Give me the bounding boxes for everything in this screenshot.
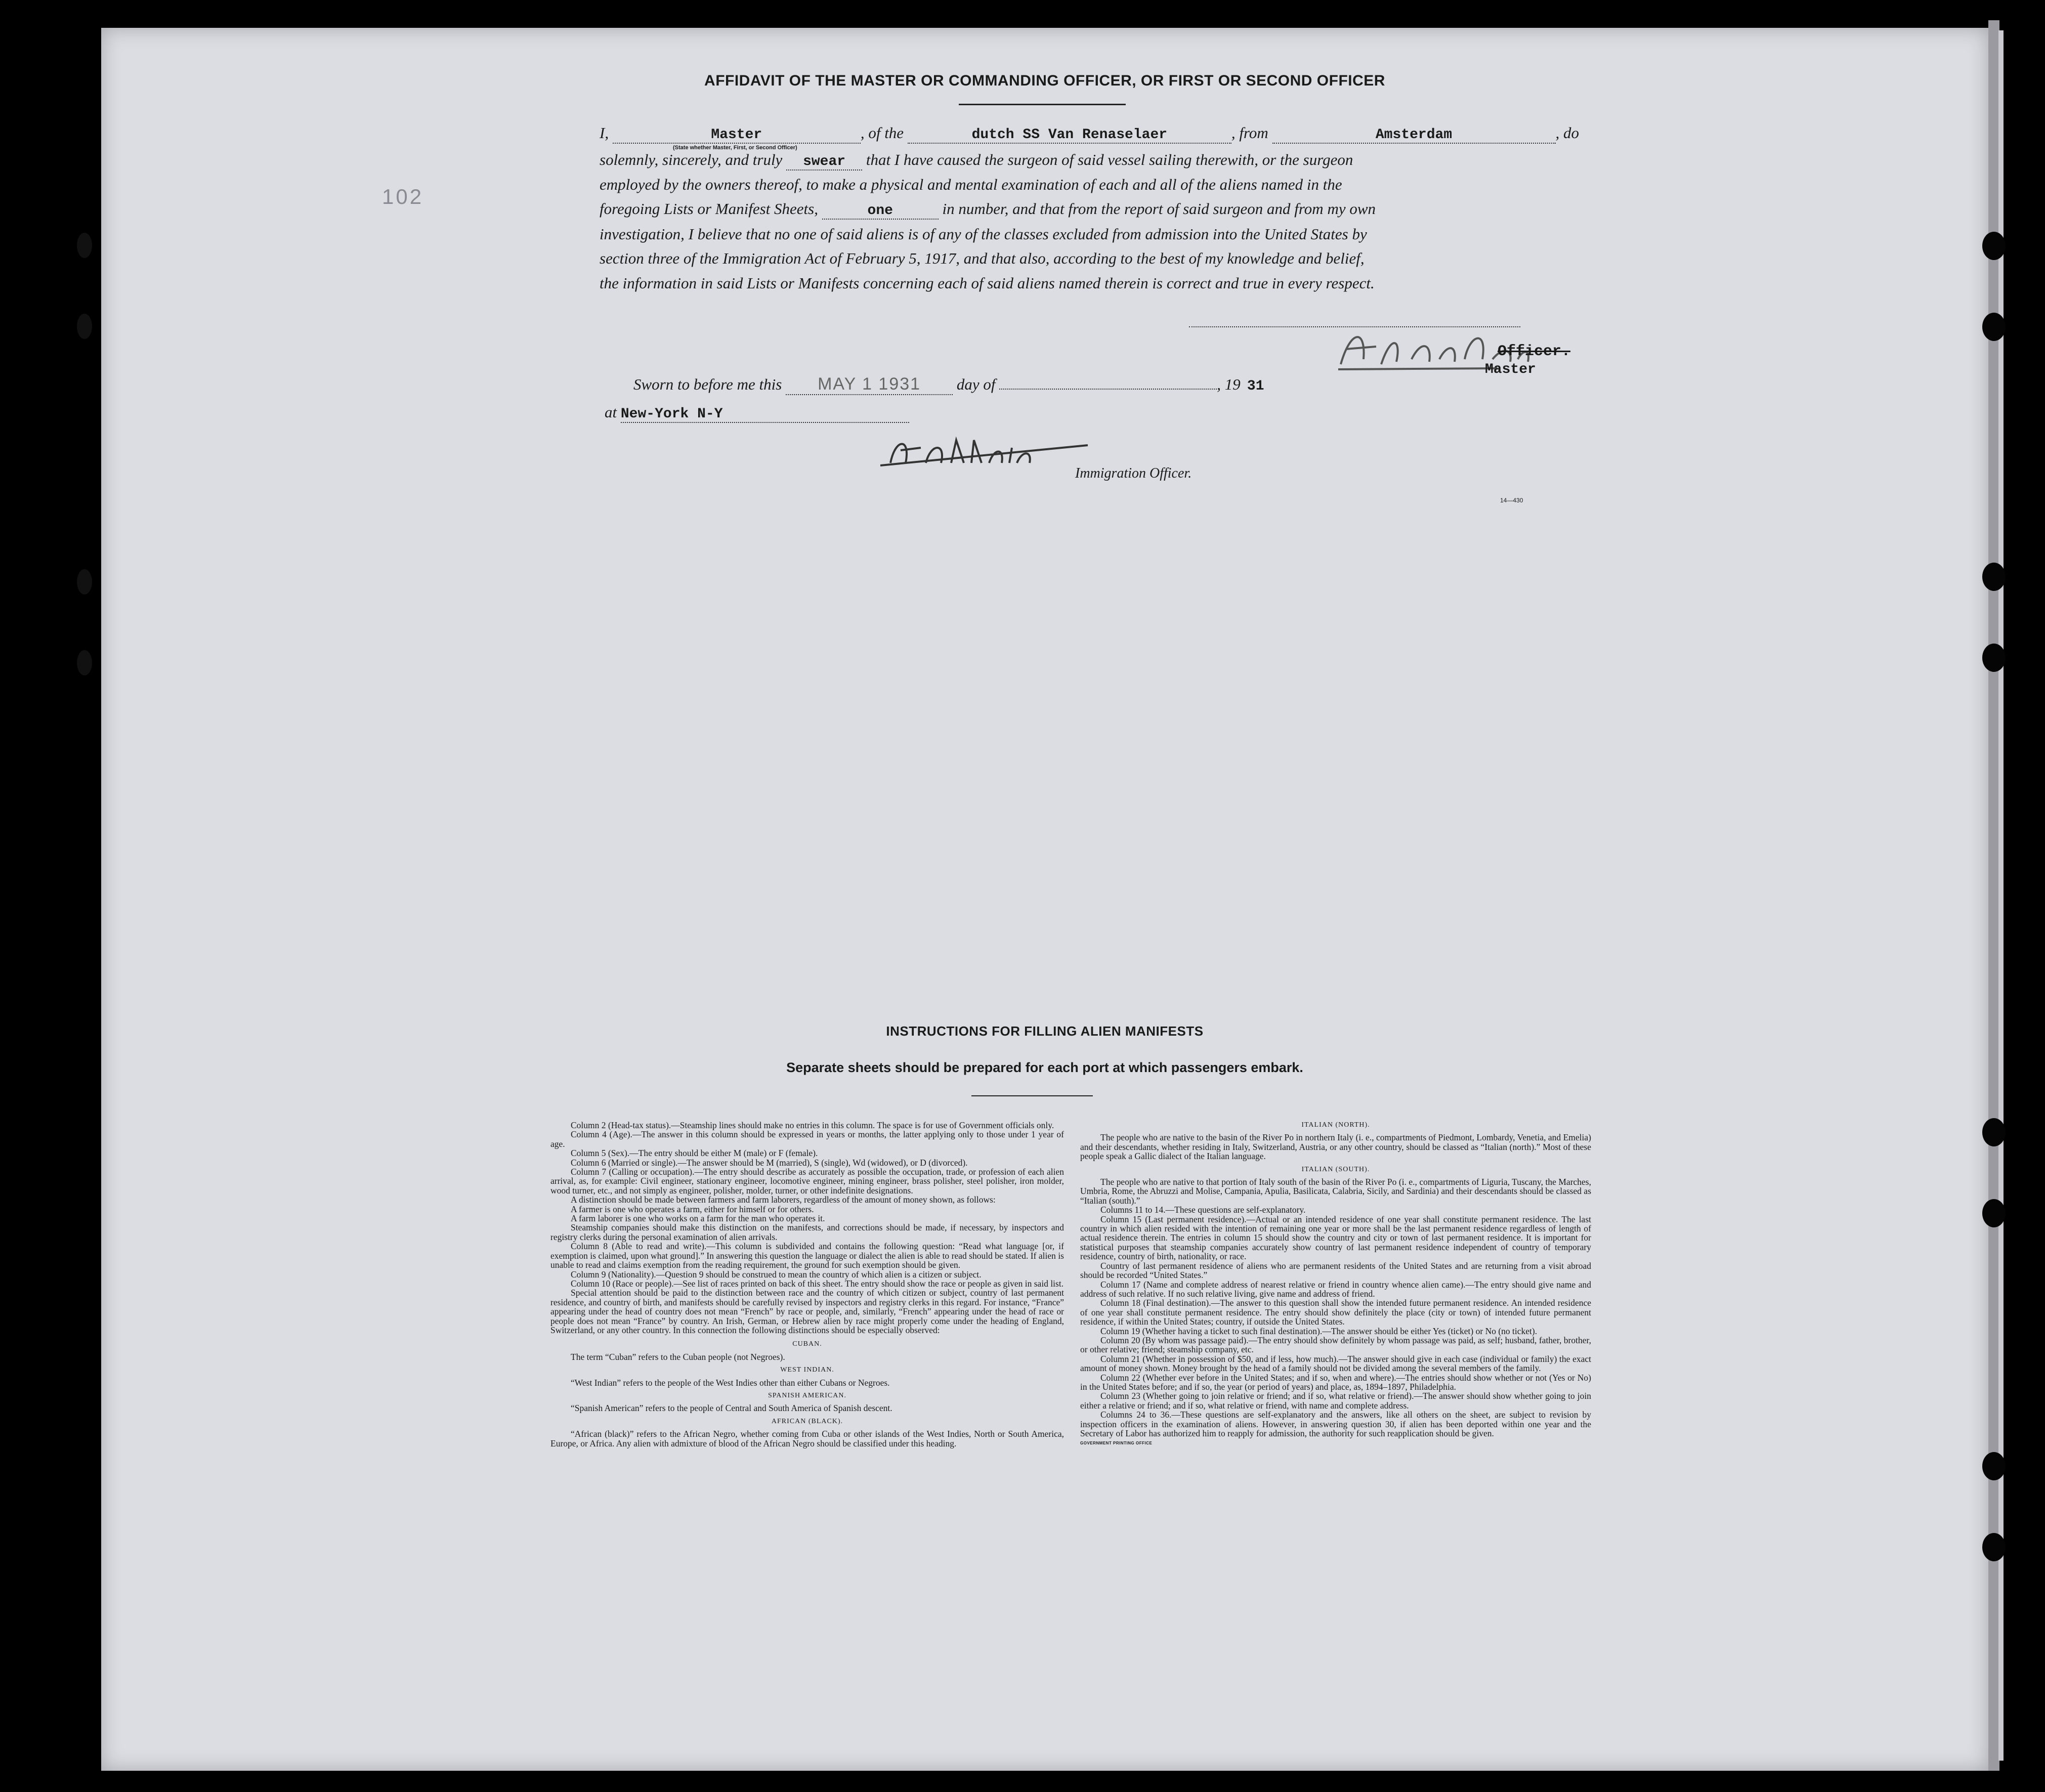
west-indian-heading: WEST INDIAN. [780,1366,834,1374]
instruction-paragraph: A farm laborer is one who works on a farm for the man who operates it. [571,1213,825,1224]
form-code: 14—430 [1500,497,1523,504]
african-text: “African (black)” refers to the African Negro, whether coming from Cuba or other islands of the West Indies, North or South America, Europe, or Africa. Any alien with admixture of blood of the African Negro should be classified under this heading. [550,1429,1064,1448]
struck-officer-word: Officer. [1498,343,1571,360]
affidavit-line-6: section three of the Immigration Act of February 5, 1917, and that also, according to the best of my knowledge and belief, [600,249,1365,267]
instruction-paragraph: Country of last permanent residence of aliens who are permanent residents of the United States and are returning from a visit abroad should be recorded “United States.” [1080,1260,1591,1281]
text-at: at [605,403,617,421]
binder-hole-left [77,569,92,594]
instruction-paragraph: Column 6 (Married or single).—The answer should be M (married), S (single), Wd (widowed), or D (divorced). [571,1157,968,1168]
text-solemnly: solemnly, sincerely, and truly [600,151,783,168]
manifest-page [101,28,1988,1771]
binder-hole-left [77,314,92,339]
binder-hole-left [77,233,92,258]
spanish-american-heading: SPANISH AMERICAN. [768,1391,846,1399]
instruction-paragraph: Column 23 (Whether going to join relative or friend; and if so, what relative or friend).—The answer should show whether going to join either a relative or friend; and if so, what relative or friend, with name and complete address. [1080,1391,1591,1411]
affidavit-line-4 [600,200,1376,220]
affidavit-line-5: investigation, I believe that no one of said aliens is of any of the classes excluded from admission into the United States by [600,225,1367,243]
text-i: I, [600,124,609,142]
affidavit-line-7: the information in said Lists or Manifests concerning each of said aliens named therein is correct and true in every respect. [600,274,1375,292]
instruction-paragraph: Column 18 (Final destination).—The answer to this question shall show the intended future permanent residence. An intended residence of one year shall constitute permanent residence. The entry should show definitely the place (city or town) of intended future permanent residence, if within the United States; country, if outside the United States. [1080,1298,1591,1327]
officer-rank-field: Master [613,127,861,144]
oath-verb-field: swear [786,154,862,170]
instructions-right-column [1080,1121,1591,1448]
affidavit-line-2 [600,151,1353,170]
instructions-left-column [550,1121,1064,1448]
binder-hole-right [1982,313,2006,341]
instruction-paragraph: Column 7 (Calling or occupation).—The entry should describe as accurately as possible the occupation, trade, or profession of each alien arrival, as, for example: Civil engineer, stationary engineer, locomotive engineer, mining engineer, brass polisher, steel polisher, iron molder, wood turner, etc., and not simply as engineer, polisher, molder, turner, or other indefinite designations. [550,1167,1064,1196]
page-stack-edge [1988,20,1999,1771]
binder-hole-right [1982,1452,2006,1480]
instruction-paragraph: Column 20 (By whom was passage paid).—The entry should show definitely by whom passage was paid, as self; husband, father, brother, or other relative; friend; steamship company, etc. [1080,1335,1591,1355]
margin-stamp: 102 [382,185,424,208]
binder-hole-right [1982,1118,2006,1146]
immigration-officer-label: Immigration Officer. [1075,465,1192,481]
binder-hole-right [1982,1199,2006,1227]
affidavit-line-3: employed by the owners thereof, to make a physical and mental examination of each and all of the aliens named in the [600,176,1342,193]
instruction-paragraph: Column 8 (Able to read and write).—This column is subdivided and contains the following question: “Read what language [or, if exemption is claimed, upon what ground].” In answering this question the language or dialect the alien is able to read should be stated. If alien is unable to read and claims exemption from the reading requirement, the ground for such exemption should be given. [550,1241,1064,1270]
instruction-paragraph: A farmer is one who operates a farm, either for himself or for others. [571,1204,814,1214]
vessel-name-field: dutch SS Van Renaselaer [908,127,1231,144]
signer-title: Master [1485,362,1536,377]
instruction-paragraph: Special attention should be paid to the distinction between race and the country of which citizen or subject, country of last permanent residence, and country of birth, and manifests should be carefully revised by inspectors and registry clerks in this regard. For instance, “France” appearing under the head of country does not mean “French” by race or people, and, similarly, “French” appearing under the head of race or people does not mean “France” by country. An Irish, German, or Hebrew alien by race might properly come under the heading of England, Switzerland, or any other country. In this connection the following distinctions should be especially observed: [550,1288,1064,1335]
binder-hole-left [77,650,92,675]
text-sworn: Sworn to before me this [633,375,782,393]
sworn-month-field [999,389,1217,390]
instruction-paragraph: Steamship companies should make this distinction on the manifests, and corrections should be made, if necessary, by inspectors and registry clerks during the personal examination of alien arrivals. [550,1222,1064,1242]
italian-south-text: The people who are native to that portion of Italy south of the basin of the River Po (i. e., compartments of Liguria, Tuscany, the Marches, Umbria, Rome, the Abruzzi and Molise, Campania, Apulia, Basilicata, Calabria, Sicily, and Sardinia) and their descendants should be classed as “Italian (south).” [1080,1177,1591,1206]
instruction-paragraph: Column 22 (Whether ever before in the United States; and if so, when and where).—The entries should show whether or not (Yes or No) in the United States before; and if so, the year (or period of years) and place, as, 1894–1897, Philadelphia. [1080,1372,1591,1392]
binder-hole-right [1982,644,2006,672]
instruction-paragraph: Columns 24 to 36.—These questions are self-explanatory and the answers, like all others on the sheet, are subject to revision by inspection officers in the examination of aliens. However, in answering question 30, if alien has been deported within one year and the Secretary of Labor has authorized him to reapply for admission, the authority for such reapplication should be given. [1080,1410,1591,1438]
printer-imprint: GOVERNMENT PRINTING OFFICE [1080,1441,1153,1446]
italian-south-heading: ITALIAN (SOUTH). [1301,1165,1370,1173]
place-line [605,403,909,423]
text-day-of: day of [956,375,996,393]
binder-hole-right [1982,1533,2006,1561]
instruction-paragraph: Column 19 (Whether having a ticket to such final destination).—The answer should be either Yes (ticket) or No (no ticket). [1100,1326,1538,1336]
place-field: New-York N-Y [621,406,909,423]
sheet-count-field: one [822,203,939,220]
sworn-year-field: 31 [1247,378,1264,394]
cuban-heading: CUBAN. [792,1340,822,1348]
instruction-paragraph: Column 5 (Sex).—The entry should be either M (male) or F (female). [571,1148,818,1159]
binder-hole-right [1982,563,2006,591]
spanish-american-text: “Spanish American” refers to the people of Central and South America of Spanish descent. [571,1403,892,1414]
instructions-subtitle: Separate sheets should be prepared for each port at which passengers embark. [786,1060,1303,1075]
departure-port-field: Amsterdam [1272,127,1556,144]
sworn-date-stamp: MAY 1 1931 [786,374,953,395]
text-19: , 19 [1217,375,1241,393]
sworn-line [633,374,1271,395]
affidavit-line-1 [600,124,1579,144]
italian-north-heading: ITALIAN (NORTH). [1301,1121,1370,1129]
text-surgeon: that I have caused the surgeon of said vessel sailing therewith, or the surgeon [866,151,1353,168]
title-rule [959,104,1126,105]
instruction-paragraph: Column 9 (Nationality).—Question 9 should be construed to mean the country of which alien is a citizen or subject. [571,1269,982,1279]
instruction-paragraph: Column 17 (Name and complete address of nearest relative or friend in country whence alien came).—The entry should give name and address of such relative. If no such relative living, give name and address of friend. [1080,1279,1591,1299]
text-of-the: , of the [860,124,904,142]
italian-north-text: The people who are native to the basin of the River Po in northern Italy (i. e., compartments of Piedmont, Lombardy, Venetia, and Emelia) and their descendants, whether residing in Italy, Switzerland, Austria, or any other country, should be classed as “Italian (north).” Most of these people speak a Gallic dialect of the Italian language. [1080,1132,1591,1162]
instruction-paragraph: Column 2 (Head-tax status).—Steamship lines should make no entries in this column. The space is for use of Government officials only. [571,1120,1054,1130]
african-heading: AFRICAN (BLACK). [771,1417,843,1425]
page-stack-edge-inner [1998,30,2004,1761]
text-from: , from [1231,124,1268,142]
instruction-paragraph: Column 21 (Whether in possession of $50, and if less, how much).—The answer should give in each case (individual or family) the exact amount of money shown. Money brought by the head of a family should not be divided among the several members of the family. [1080,1353,1591,1374]
instruction-paragraph: Column 4 (Age).—The answer in this column should be expressed in years or months, the latter applying only to those under 1 year of age. [550,1129,1064,1149]
instructions-title: INSTRUCTIONS FOR FILLING ALIEN MANIFESTS [886,1023,1204,1039]
instructions-rule [971,1095,1093,1096]
cuban-text: The term “Cuban” refers to the Cuban people (not Negroes). [571,1351,785,1362]
text-in-number: in number, and that from the report of said surgeon and from my own [942,200,1376,218]
instruction-paragraph: Column 10 (Race or people).—See list of races printed on back of this sheet. The entry should show the race or people as given in said list. [571,1278,1064,1289]
west-indian-text: “West Indian” refers to the people of the West Indies other than either Cubans or Negroes. [571,1377,890,1388]
instruction-paragraph: Column 15 (Last permanent residence).—Actual or an intended residence of one year shall constitute permanent residence. The last country in which alien resided with the intention of remaining one year or more shall be the last permanent residence regardless of length of actual residence therein. The entries in column 15 should show the country and city or town of last permanent residence. It is important for statistical purposes that steamship companies accurately show country of last permanent residence independent of country of temporary residence, country of birth, nationality, or race. [1080,1214,1591,1262]
instruction-paragraph: A distinction should be made between farmers and farm laborers, regardless of the amount of money shown, as follows: [571,1194,996,1205]
text-foregoing: foregoing Lists or Manifest Sheets, [600,200,818,218]
text-do: , do [1555,124,1579,142]
officer-rank-note: (State whether Master, First, or Second Officer) [673,145,797,151]
immigration-officer-signature [880,428,1093,483]
binder-hole-right [1982,232,2006,260]
instruction-paragraph: Columns 11 to 14.—These questions are self-explanatory. [1100,1205,1306,1215]
affidavit-title: AFFIDAVIT OF THE MASTER OR COMMANDING OFFICER, OR FIRST OR SECOND OFFICER [704,72,1385,89]
